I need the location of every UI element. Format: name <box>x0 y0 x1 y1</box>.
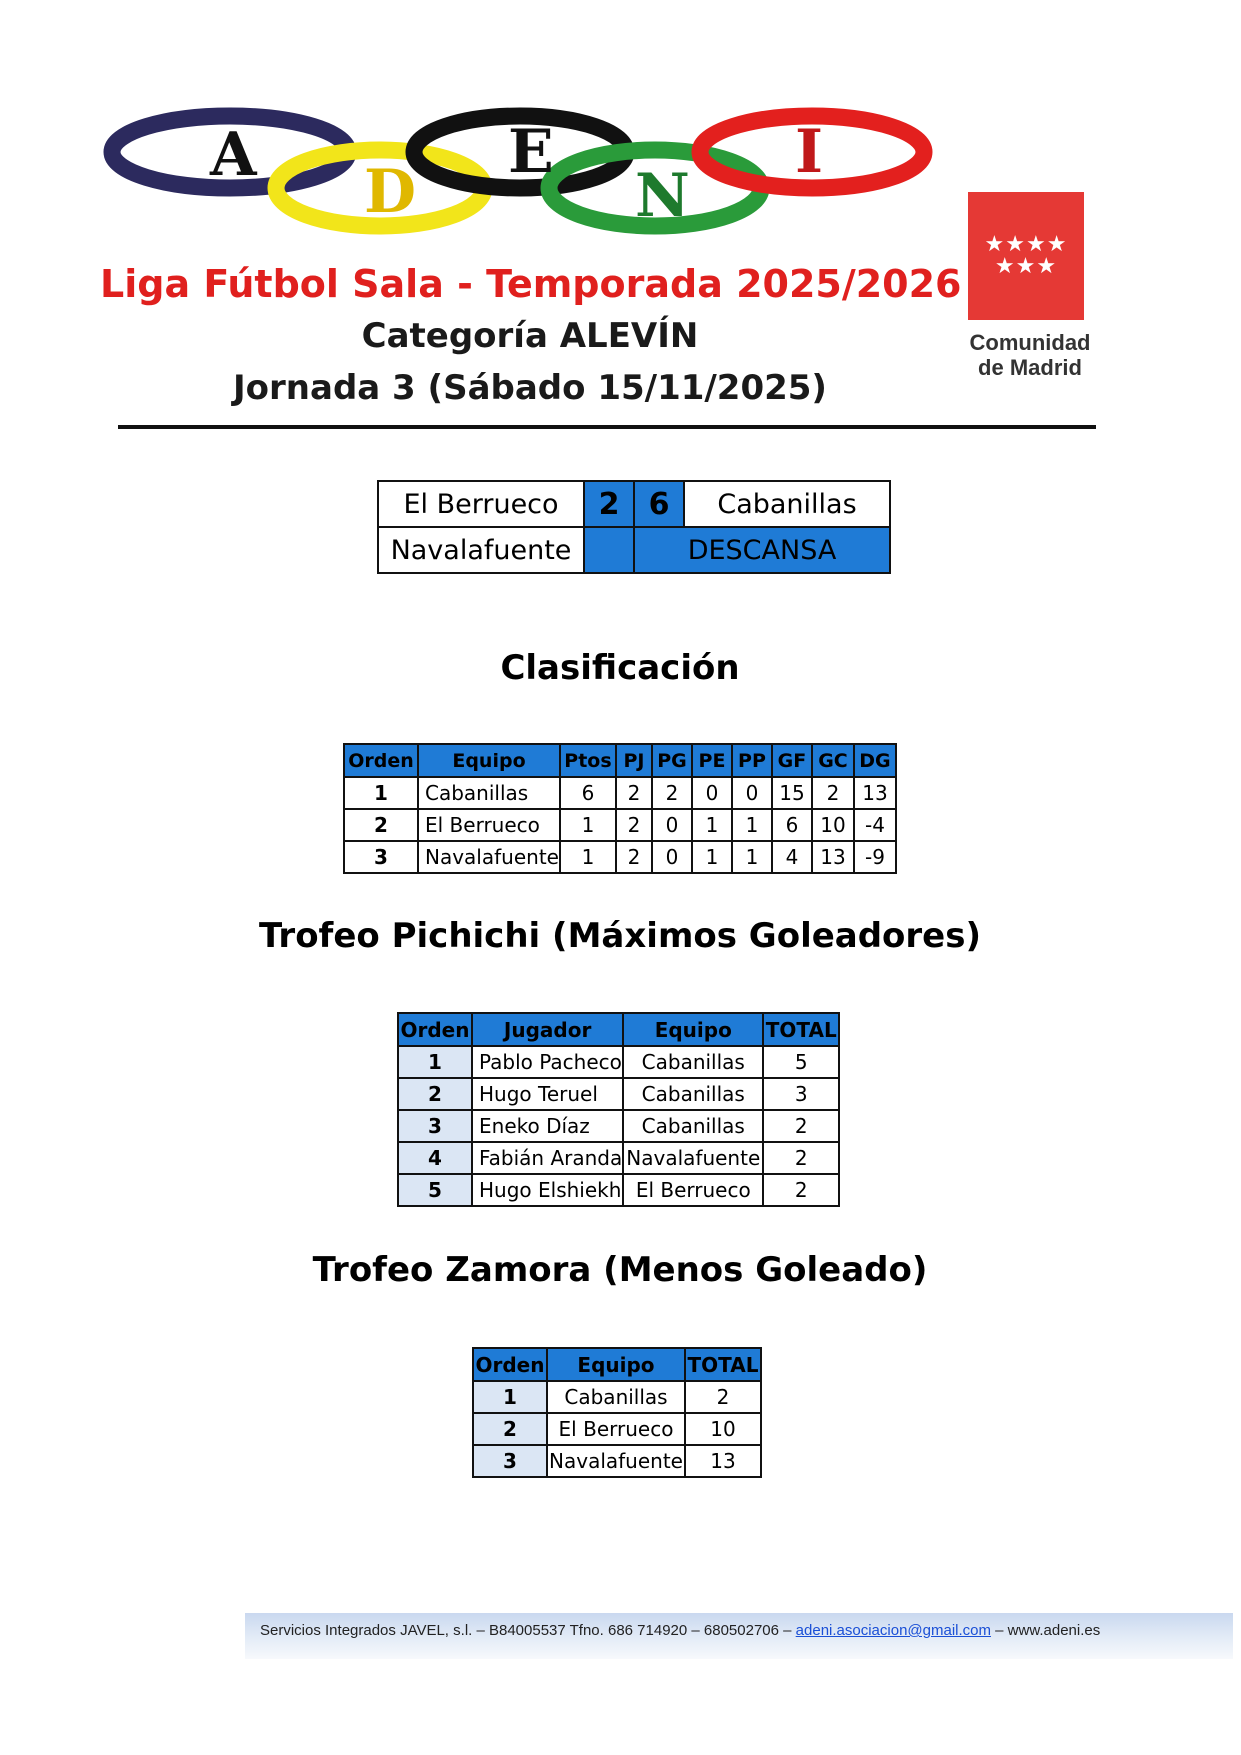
column-header: Orden <box>473 1348 547 1381</box>
column-header: Orden <box>398 1013 472 1046</box>
home-score <box>584 527 634 573</box>
column-header: Equipo <box>418 744 560 777</box>
table-row: 3 Navalafuente 1 2 0 1 1 4 13 -9 <box>344 841 896 873</box>
table-row: 4 Fabián Aranda Navalafuente 2 <box>398 1142 839 1174</box>
column-header: TOTAL <box>763 1013 839 1046</box>
scorers-title: Trofeo Pichichi (Máximos Goleadores) <box>258 916 982 956</box>
away-team: Cabanillas <box>684 481 890 527</box>
column-header: Equipo <box>623 1013 763 1046</box>
column-header: Ptos <box>560 744 616 777</box>
away-score: 6 <box>634 481 684 527</box>
table-header-row <box>344 744 896 777</box>
home-score: 2 <box>584 481 634 527</box>
table-row: 2 El Berrueco 10 <box>473 1413 761 1445</box>
adeni-logo <box>100 100 940 240</box>
column-header: Equipo <box>547 1348 685 1381</box>
table-row: 1 Cabanillas 2 <box>473 1381 761 1413</box>
column-header: Jugador <box>472 1013 623 1046</box>
logo-letter-d: D <box>364 157 417 227</box>
column-header: GF <box>772 744 812 777</box>
table-row: 2 Hugo Teruel Cabanillas 3 <box>398 1078 839 1110</box>
column-header: PP <box>732 744 772 777</box>
table-row: 1 Pablo Pacheco Cabanillas 5 <box>398 1046 839 1078</box>
logo-letter-e: E <box>508 117 554 187</box>
column-header: PE <box>692 744 732 777</box>
logo-letter-n: N <box>635 161 690 231</box>
madrid-emblem <box>968 192 1084 320</box>
table-row: 3 Eneko Díaz Cabanillas 2 <box>398 1110 839 1142</box>
home-team: Navalafuente <box>378 527 584 573</box>
table-row: 5 Hugo Elshiekh El Berrueco 2 <box>398 1174 839 1206</box>
column-header: PJ <box>616 744 652 777</box>
matches-table <box>377 480 891 574</box>
match-row <box>378 481 890 527</box>
column-header: DG <box>854 744 896 777</box>
zamora-title: Trofeo Zamora (Menos Goleado) <box>312 1250 928 1290</box>
scorers-table <box>397 1012 840 1207</box>
logo-letter-a: A <box>210 120 257 190</box>
table-row: 3 Navalafuente 13 <box>473 1445 761 1477</box>
column-header: PG <box>652 744 692 777</box>
category-title: Categoría ALEVÍN <box>361 316 699 356</box>
column-header: TOTAL <box>685 1348 761 1381</box>
logo-letter-i: I <box>795 117 824 187</box>
table-row: 2 El Berrueco 1 2 0 1 1 6 10 -4 <box>344 809 896 841</box>
madrid-wordmark: Comunidad de Madrid <box>969 330 1091 380</box>
star-icon-row: ★★★ <box>994 254 1058 279</box>
table-header-row <box>473 1348 761 1381</box>
email-link[interactable]: adeni.asociacion@gmail.com <box>795 1622 991 1639</box>
footer-text: Servicios Integrados JAVEL, s.l. – B84005537 Tfno. 686 714920 – 680502706 – adeni.asociacion@gmail.com – www.adeni.es <box>260 1622 1101 1639</box>
standings-table <box>343 743 897 874</box>
zamora-table <box>472 1347 762 1478</box>
column-header: Orden <box>344 744 418 777</box>
standings-title: Clasificación <box>500 648 740 688</box>
page-title: Liga Fútbol Sala - Temporada 2025/2026 <box>100 262 962 306</box>
rest-label: DESCANSA <box>634 527 890 573</box>
star-icon-row: ★★★★ <box>984 232 1068 257</box>
table-header-row <box>398 1013 839 1046</box>
jornada-title: Jornada 3 (Sábado 15/11/2025) <box>233 368 827 408</box>
table-row: 1 Cabanillas 6 2 2 0 0 15 2 13 <box>344 777 896 809</box>
match-row <box>378 527 890 573</box>
home-team: El Berrueco <box>378 481 584 527</box>
column-header: GC <box>812 744 854 777</box>
title-divider <box>118 425 1096 429</box>
